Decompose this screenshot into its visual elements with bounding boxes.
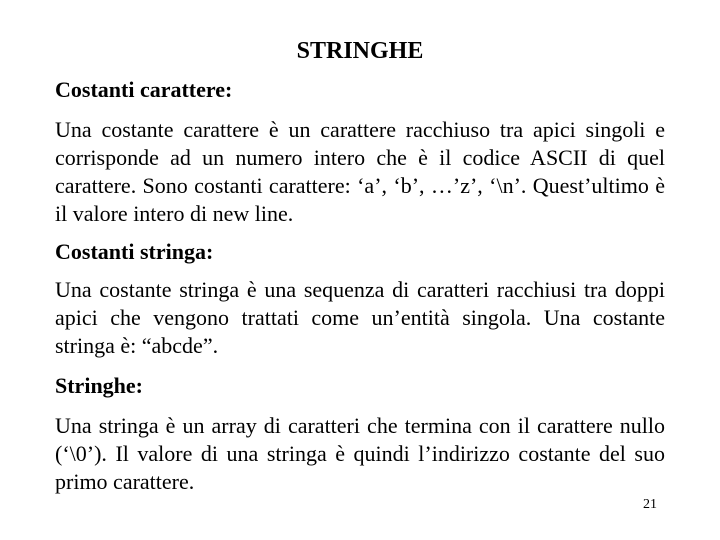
section-text-costanti-carattere: Una costante carattere è un carattere racchiuso tra apici singoli e corrisponde ad un numero intero che è il codice ASCII di quel carattere. Sono costanti carattere: ‘a’, ‘b’, …’z’, ‘\n’. Quest’ultimo è il valore intero di new line. xyxy=(55,117,665,226)
section-text-costanti-stringa: Una costante stringa è una sequenza di caratteri racchiusi tra doppi apici che vengono trattati come un’entità singola. Una costante stringa è: “abcde”. xyxy=(55,277,665,358)
section-heading-costanti-stringa: Costanti stringa: xyxy=(55,239,214,264)
page-number: 21 xyxy=(643,497,657,512)
slide-title: STRINGHE xyxy=(296,38,424,64)
slide-content xyxy=(55,76,665,496)
section-heading-stringhe: Stringhe: xyxy=(55,373,143,398)
section-heading-costanti-carattere: Costanti carattere: xyxy=(55,77,233,102)
section-text-stringhe: Una stringa è un array di caratteri che termina con il carattere nullo (‘\0’). Il valore di una stringa è quindi l’indirizzo costante del suo primo carattere. xyxy=(55,413,665,494)
